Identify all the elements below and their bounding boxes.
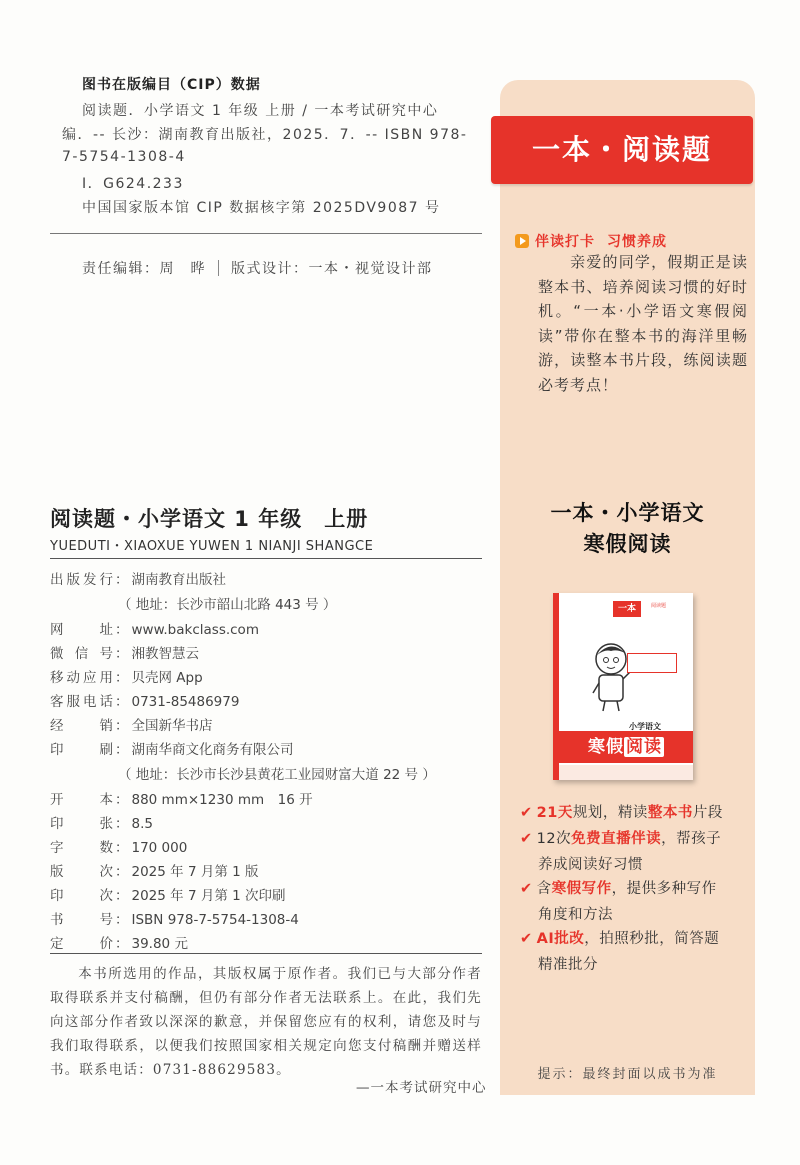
pub-label: 印 刷 [50,742,113,758]
product-title-line: 寒假阅读 [583,532,672,556]
pub-value: 湘教智慧云 [131,646,199,662]
pub-row-isbn: 书 号 ： ISBN 978-7-5754-1308-4 [50,908,299,928]
responsible-editor: 责任编辑：周 晔 [82,261,206,277]
divider [50,233,482,234]
pub-label: 客服电话 [50,694,113,710]
pub-row-publisher: 出版发行 ： 湖南教育出版社 [50,568,226,588]
cover-sticker [627,653,677,673]
feature-heading [515,231,667,251]
cartoon-boy-icon [587,639,639,713]
copyright-notice [50,962,482,1082]
pub-value: ISBN 978-7-5754-1308-4 [131,912,299,928]
promo-banner: 一本・阅读题 [491,116,753,184]
pub-value: 8.5 [131,816,153,832]
pub-label: 开 本 [50,792,113,808]
cover-title-a: 寒假 [588,737,624,757]
cover-tag: 阅读题 [651,603,667,609]
pub-label: 出版发行 [50,572,113,588]
play-icon [515,234,529,248]
check-icon: ✔ [520,931,533,947]
cover-footer [559,765,693,780]
pub-value: 全国新华书店 [131,718,213,734]
promo-intro [538,250,748,398]
publisher-address: （ 地址：长沙市韶山北路 443 号 ） [118,597,337,613]
pub-value: 39.80 元 [131,936,188,952]
website-link[interactable]: www.bakclass.com [131,622,259,638]
pub-row-app: 移动应用 ： 贝壳网 App [50,666,203,686]
pub-row-words: 字 数 ： 170 000 [50,836,187,856]
notice-signature: —一本考试研究中心 [356,1080,487,1096]
benefit-item: ✔ AI批改，拍照秒批，简答题 精准批分 [520,931,720,973]
product-title [500,498,755,560]
cip-classification: Ⅰ．G624.233 [82,176,184,192]
book-pinyin-title: YUEDUTI・XIAOXUE YUWEN 1 NIANJI SHANGCE [50,539,374,554]
pub-label: 书 号 [50,912,113,928]
pub-value: 170 000 [131,840,188,856]
pub-row-edition: 版 次 ： 2025 年 7 月第 1 版 [50,860,259,880]
book-cover-image [553,593,693,780]
copyright-notice-text: 本书所选用的作品，其版权属于原作者。我们已与大部分作者取得联系并支付稿酬，但仍有部分作者无法联系上。在此，我们先向这部分作者致以深深的歉意，并保留您应有的权利，请您及时与我们取得联系，以便我们按照国家相关规定向您支付稿酬并赠送样书。联系电话：0731-88629583。 [50,966,482,1078]
pub-label: 字 数 [50,840,113,856]
cip-line: 7-5754-1308-4 [62,149,186,165]
pub-label: 版 次 [50,864,113,880]
editor-credits [82,258,433,278]
pub-label: 经 销 [50,718,113,734]
benefit-item: ✔ 12次免费直播伴读，帮孩子 养成阅读好习惯 [520,831,722,873]
pub-value: 2025 年 7 月第 1 版 [131,864,259,880]
cover-disclaimer: 提示：最终封面以成书为准 [537,1067,718,1082]
pub-row-phone: 客服电话 ： 0731-85486979 [50,690,239,710]
pub-value: 贝壳网 App [131,670,203,686]
pub-value: 湖南教育出版社 [131,572,226,588]
notice-signature-text: 一本考试研究中心 [370,1080,487,1096]
pub-row-impression: 印 次 ： 2025 年 7 月第 1 次印刷 [50,884,286,904]
feature-a: 伴读打卡 [535,234,595,250]
check-icon: ✔ [520,831,533,847]
product-title-line: 一本・小学语文 [550,501,705,525]
pub-value: 湖南华商文化商务有限公司 [131,742,294,758]
feature-b: 习惯养成 [607,234,667,250]
cover-title [559,731,693,763]
layout-designer: 版式设计：一本・视觉设计部 [231,261,433,277]
pub-value: 880 mm×1230 mm 16 开 [131,792,313,808]
benefit-item: ✔ 含寒假写作，提供多种写作 角度和方法 [520,881,717,923]
pub-row-website: 网 址 ： www.bakclass.com [50,618,259,638]
pub-label: 定 价 [50,936,113,952]
printer-address: （ 地址：长沙市长沙县黄花工业园财富大道 22 号 ） [118,767,436,783]
divider [50,558,482,559]
check-icon: ✔ [520,805,533,821]
separator [218,260,219,276]
pub-value: 2025 年 7 月第 1 次印刷 [131,888,286,904]
benefit-item: ✔ 21天规划，精读整本书片段 [520,805,723,821]
pub-row-sheets: 印 张 ： 8.5 [50,812,153,832]
book-title: 阅读题・小学语文 1 年级 上册 [50,507,369,531]
cip-line: 阅读题．小学语文 1 年级 上册 / 一本考试研究中心 [82,103,439,119]
promo-intro-text: 亲爱的同学，假期正是读整本书、培养阅读习惯的好时机。“一本·小学语文寒假阅读”带你在整本书的海洋里畅游，读整本书片段，练阅读题必考考点！ [538,253,748,394]
pub-label: 移动应用 [50,670,113,686]
cover-brand-logo: 一本 [613,601,641,617]
cip-line: 编．-- 长沙：湖南教育出版社，2025．7．-- ISBN 978- [62,127,468,143]
pub-label: 印 张 [50,816,113,832]
divider [50,953,482,954]
cover-title-b: 阅读 [626,737,662,757]
cip-title: 图书在版编目（CIP）数据 [82,77,261,93]
pub-row-distributor: 经 销 ： 全国新华书店 [50,714,213,734]
pub-row-printer: 印 刷 ： 湖南华商文化商务有限公司 [50,738,294,758]
pub-label: 微 信 号 [50,646,113,662]
pub-label: 印 次 [50,888,113,904]
pub-value: 0731-85486979 [131,694,240,710]
pub-row-price: 定 价 ： 39.80 元 [50,932,188,952]
pub-row-format: 开 本 ： 880 mm×1230 mm 16 开 [50,788,313,808]
cip-record-number: 中国国家版本馆 CIP 数据核字第 2025DV9087 号 [82,200,441,216]
pub-label: 网 址 [50,622,113,638]
pub-row-wechat: 微 信 号 ： 湘教智慧云 [50,642,199,662]
cover-subject: 小学语文 [629,722,661,731]
check-icon: ✔ [520,881,533,897]
